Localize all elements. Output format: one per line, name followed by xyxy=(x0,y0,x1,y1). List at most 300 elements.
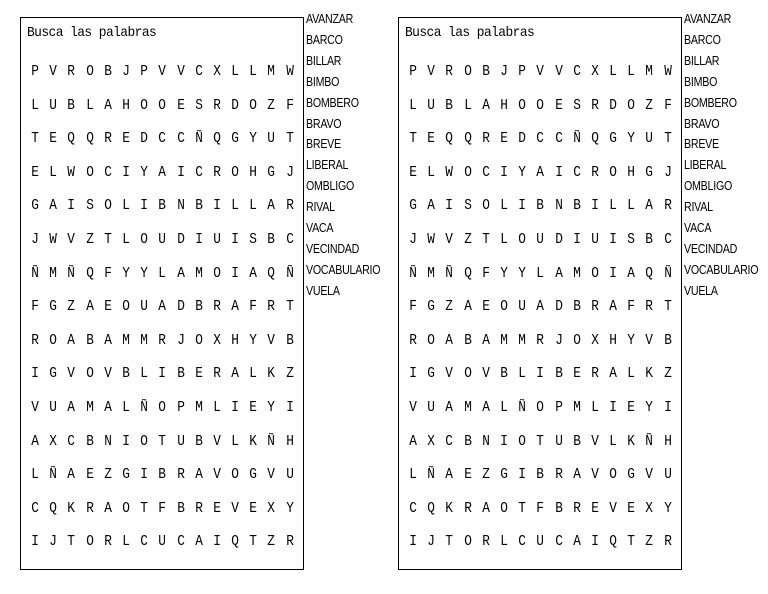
grid-letter: C xyxy=(31,499,39,517)
word-list-item: RIVAL xyxy=(306,199,335,215)
grid-letter: I xyxy=(285,398,294,416)
grid-letter: Q xyxy=(427,499,436,517)
grid-letter: H xyxy=(122,96,130,114)
grid-letter: F xyxy=(409,298,417,316)
grid-letter: I xyxy=(609,230,617,248)
grid-letter: L xyxy=(627,63,636,80)
grid-letter: L xyxy=(122,197,130,215)
grid-letter: R xyxy=(194,499,203,517)
grid-letter: J xyxy=(663,163,672,181)
grid-letter: X xyxy=(213,63,221,80)
grid-letter: M xyxy=(267,63,276,80)
word-list-item: BRAVO xyxy=(306,115,342,131)
grid-letter: A xyxy=(85,298,94,316)
grid-letter: L xyxy=(609,197,617,215)
grid-letter: A xyxy=(482,96,490,114)
grid-letter: B xyxy=(663,331,672,349)
word-list-item: RIVAL xyxy=(684,199,713,215)
grid-letter: L xyxy=(500,398,508,416)
grid-letter: B xyxy=(194,432,203,450)
grid-letter: O xyxy=(49,331,58,349)
grid-letter: I xyxy=(231,398,239,416)
grid-letter: D xyxy=(554,230,563,248)
grid-letter: Y xyxy=(518,264,527,282)
grid-letter: C xyxy=(176,533,185,551)
grid-letter: Y xyxy=(500,264,508,282)
grid-letter: A xyxy=(409,432,417,450)
grid-letter: B xyxy=(85,331,94,349)
grid-letter: I xyxy=(500,163,508,181)
grid-letter: R xyxy=(591,365,599,383)
grid-letter: G xyxy=(645,163,654,181)
grid-letter: T xyxy=(249,533,258,551)
grid-letter: B xyxy=(122,365,130,383)
grid-letter: U xyxy=(663,466,672,484)
grid-letter: C xyxy=(104,163,112,181)
grid-letter: T xyxy=(285,298,294,316)
grid-letter: Z xyxy=(463,230,472,248)
grid-letter: Q xyxy=(463,264,472,282)
grid-letter: A xyxy=(445,398,454,416)
grid-letter: Q xyxy=(609,533,617,551)
grid-letter: E xyxy=(554,96,563,114)
grid-letter: W xyxy=(49,230,58,248)
grid-letter: P xyxy=(409,63,417,80)
grid-letter: Ñ xyxy=(518,398,527,416)
word-list-item: VECINDAD xyxy=(684,240,738,256)
grid-letter: I xyxy=(609,264,617,282)
grid-letter: B xyxy=(463,331,472,349)
grid-letter: A xyxy=(482,398,490,416)
grid-letter: F xyxy=(627,298,636,316)
grid-letter: J xyxy=(427,533,436,551)
grid-letter: L xyxy=(249,365,258,383)
grid-letter: C xyxy=(663,230,672,248)
grid-letter: Ñ xyxy=(427,466,436,484)
grid-letter: Ñ xyxy=(67,264,76,282)
grid-letter: R xyxy=(554,466,563,484)
word-list-item: LIBERAL xyxy=(684,157,727,173)
grid-letter: K xyxy=(249,432,258,450)
grid-letter: E xyxy=(249,398,258,416)
grid-letter: Y xyxy=(249,331,258,349)
grid-letter: C xyxy=(67,432,76,450)
grid-letter: Ñ xyxy=(285,264,294,282)
grid-letter: G xyxy=(500,466,508,484)
grid-letter: T xyxy=(104,230,112,248)
grid-letter: E xyxy=(49,130,58,148)
word-list xyxy=(306,9,380,302)
grid-letter: B xyxy=(194,298,203,316)
grid-letter: V xyxy=(554,63,563,80)
grid-letter: B xyxy=(445,96,454,114)
grid-letter: M xyxy=(122,331,130,349)
grid-letter: U xyxy=(645,130,654,148)
grid-letter: Y xyxy=(267,398,276,416)
grid-letter: X xyxy=(645,499,654,517)
grid-letter: I xyxy=(518,197,527,215)
grid-letter: Y xyxy=(627,331,636,349)
grid-letter: Z xyxy=(645,96,654,114)
grid-letter: H xyxy=(249,163,258,181)
grid-letter: G xyxy=(122,466,130,484)
grid-letter: R xyxy=(158,331,167,349)
word-list-item: BIMBO xyxy=(306,73,340,89)
grid-letter: I xyxy=(518,466,527,484)
grid-letter: L xyxy=(409,466,417,484)
grid-letter: G xyxy=(409,197,417,215)
grid-letter: Q xyxy=(85,130,94,148)
grid-letter: M xyxy=(85,398,94,416)
grid-letter: U xyxy=(176,432,185,450)
grid-letter: A xyxy=(463,298,472,316)
grid-letter: A xyxy=(67,398,76,416)
grid-letter: H xyxy=(231,331,239,349)
grid-letter: U xyxy=(158,533,167,551)
grid-letter: L xyxy=(122,533,130,551)
grid-letter: I xyxy=(31,365,39,383)
grid-letter: E xyxy=(176,96,185,114)
grid-letter: B xyxy=(572,298,581,316)
grid-letter: E xyxy=(482,298,490,316)
grid-letter: M xyxy=(518,331,527,349)
grid-letter: F xyxy=(536,499,545,517)
grid-letter: Ñ xyxy=(267,432,276,450)
grid-letter: P xyxy=(31,63,39,80)
grid-letter: L xyxy=(500,197,508,215)
grid-letter: V xyxy=(231,499,239,517)
grid-letter: S xyxy=(249,230,258,248)
grid-letter: B xyxy=(572,432,581,450)
grid-letter: D xyxy=(231,96,239,114)
grid-letter: R xyxy=(31,331,39,349)
grid-letter: D xyxy=(609,96,617,114)
grid-letter: W xyxy=(663,63,672,80)
grid-letter: Ñ xyxy=(31,264,39,282)
grid-letter: V xyxy=(427,63,436,80)
grid-letter: I xyxy=(231,264,239,282)
grid-letter: M xyxy=(194,398,203,416)
grid-letter: Z xyxy=(645,533,654,551)
grid-letter: C xyxy=(409,499,417,517)
letter-grid xyxy=(26,55,299,559)
grid-letter: C xyxy=(572,163,581,181)
grid-letter: J xyxy=(285,163,294,181)
grid-letter: R xyxy=(409,331,417,349)
grid-letter: V xyxy=(445,230,454,248)
grid-letter: I xyxy=(445,197,454,215)
grid-letter: J xyxy=(176,331,185,349)
grid-letter: R xyxy=(482,533,490,551)
word-list-item: BRAVO xyxy=(684,115,720,131)
grid-letter: L xyxy=(85,96,94,114)
grid-letter: U xyxy=(591,230,599,248)
grid-letter: T xyxy=(67,533,76,551)
grid-letter: L xyxy=(627,365,636,383)
grid-letter: A xyxy=(104,331,112,349)
word-list-item: VOCABULARIO xyxy=(306,261,381,277)
letter-grid xyxy=(404,55,677,559)
word-list-item: VECINDAD xyxy=(306,240,360,256)
word-list-item: VUELA xyxy=(684,282,718,298)
grid-letter: L xyxy=(427,163,436,181)
grid-letter: T xyxy=(445,533,454,551)
grid-letter: O xyxy=(85,533,94,551)
grid-letter: L xyxy=(591,398,599,416)
grid-letter: O xyxy=(536,398,545,416)
grid-letter: O xyxy=(231,163,239,181)
grid-letter: O xyxy=(140,432,149,450)
grid-letter: B xyxy=(176,365,185,383)
word-list-item: BILLAR xyxy=(306,52,342,68)
grid-letter: I xyxy=(67,197,76,215)
puzzle-title: Busca las palabras xyxy=(405,25,535,41)
grid-letter: Z xyxy=(663,365,672,383)
grid-letter: F xyxy=(482,264,490,282)
grid-letter: O xyxy=(500,298,508,316)
grid-letter: E xyxy=(249,499,258,517)
grid-letter: I xyxy=(158,365,167,383)
grid-letter: O xyxy=(231,466,239,484)
grid-letter: G xyxy=(267,163,276,181)
grid-letter: L xyxy=(31,466,39,484)
grid-letter: O xyxy=(140,96,149,114)
grid-letter: E xyxy=(122,130,130,148)
grid-letter: B xyxy=(463,432,472,450)
grid-letter: I xyxy=(609,398,617,416)
grid-letter: B xyxy=(267,230,276,248)
grid-letter: B xyxy=(554,499,563,517)
grid-letter: O xyxy=(536,96,545,114)
grid-letter: B xyxy=(536,197,545,215)
grid-letter: C xyxy=(445,432,454,450)
grid-letter: R xyxy=(663,533,672,551)
grid-letter: I xyxy=(31,533,39,551)
grid-letter: F xyxy=(158,499,167,517)
word-list-item: AVANZAR xyxy=(306,11,354,26)
grid-letter: R xyxy=(85,499,94,517)
grid-letter: R xyxy=(536,331,545,349)
grid-letter: L xyxy=(249,63,258,80)
grid-letter: J xyxy=(49,533,58,551)
word-list-item: OMBLIGO xyxy=(684,178,733,194)
grid-letter: A xyxy=(104,398,112,416)
grid-letter: T xyxy=(627,533,636,551)
grid-letter: J xyxy=(409,230,417,248)
grid-letter: X xyxy=(591,63,599,80)
grid-letter: R xyxy=(267,298,276,316)
grid-letter: M xyxy=(572,264,581,282)
grid-letter: W xyxy=(285,63,294,80)
puzzle-frame xyxy=(398,17,682,570)
grid-letter: B xyxy=(285,331,294,349)
grid-letter: V xyxy=(104,365,112,383)
grid-letter: A xyxy=(158,163,167,181)
grid-letter: U xyxy=(49,398,58,416)
grid-letter: O xyxy=(591,264,599,282)
grid-letter: I xyxy=(194,230,203,248)
grid-letter: N xyxy=(554,197,563,215)
grid-letter: Q xyxy=(213,130,221,148)
grid-letter: I xyxy=(536,365,545,383)
grid-letter: J xyxy=(500,63,508,80)
grid-letter: M xyxy=(194,264,203,282)
grid-letter: M xyxy=(140,331,149,349)
grid-letter: L xyxy=(231,63,239,80)
grid-letter: O xyxy=(85,63,94,80)
grid-letter: S xyxy=(194,96,203,114)
grid-letter: L xyxy=(231,432,239,450)
grid-letter: R xyxy=(285,533,294,551)
grid-letter: Ñ xyxy=(663,264,672,282)
grid-letter: C xyxy=(176,130,185,148)
grid-letter: S xyxy=(627,230,636,248)
grid-letter: V xyxy=(213,466,221,484)
grid-letter: A xyxy=(609,298,617,316)
grid-letter: I xyxy=(409,533,417,551)
grid-letter: I xyxy=(500,432,508,450)
grid-letter: A xyxy=(31,432,39,450)
grid-letter: I xyxy=(231,230,239,248)
grid-letter: P xyxy=(554,398,563,416)
grid-letter: B xyxy=(482,63,490,80)
grid-letter: O xyxy=(427,331,436,349)
grid-letter: T xyxy=(518,499,527,517)
grid-letter: G xyxy=(31,197,39,215)
grid-letter: O xyxy=(518,230,527,248)
grid-letter: J xyxy=(31,230,39,248)
grid-letter: B xyxy=(645,230,654,248)
grid-letter: X xyxy=(213,331,221,349)
grid-letter: D xyxy=(176,298,185,316)
grid-letter: R xyxy=(176,466,185,484)
word-list-item: VOCABULARIO xyxy=(684,261,759,277)
grid-letter: K xyxy=(267,365,276,383)
grid-letter: A xyxy=(104,96,112,114)
grid-letter: V xyxy=(176,63,185,80)
grid-letter: C xyxy=(536,130,545,148)
grid-letter: C xyxy=(518,533,527,551)
grid-letter: A xyxy=(427,197,436,215)
grid-letter: B xyxy=(158,197,167,215)
grid-letter: R xyxy=(572,499,581,517)
grid-letter: P xyxy=(140,63,149,80)
grid-letter: Y xyxy=(140,163,149,181)
grid-letter: O xyxy=(122,298,130,316)
grid-letter: O xyxy=(518,96,527,114)
grid-letter: V xyxy=(158,63,167,80)
grid-letter: O xyxy=(482,197,490,215)
word-list-item: VACA xyxy=(306,220,334,236)
grid-letter: K xyxy=(67,499,76,517)
grid-letter: G xyxy=(427,365,436,383)
grid-letter: O xyxy=(140,230,149,248)
grid-letter: O xyxy=(609,163,617,181)
grid-letter: G xyxy=(49,298,58,316)
word-list-item: OMBLIGO xyxy=(306,178,355,194)
grid-letter: V xyxy=(591,432,599,450)
grid-letter: U xyxy=(554,432,563,450)
grid-letter: T xyxy=(158,432,167,450)
grid-letter: Q xyxy=(231,533,239,551)
grid-letter: O xyxy=(463,533,472,551)
grid-letter: Z xyxy=(267,96,276,114)
grid-letter: R xyxy=(104,130,112,148)
grid-letter: V xyxy=(213,432,221,450)
grid-letter: X xyxy=(591,331,599,349)
grid-letter: A xyxy=(482,499,490,517)
grid-letter: O xyxy=(500,499,508,517)
grid-letter: V xyxy=(31,398,39,416)
word-list-item: BOMBERO xyxy=(684,94,737,110)
grid-letter: M xyxy=(427,264,436,282)
word-list-item: AVANZAR xyxy=(684,11,732,26)
grid-letter: R xyxy=(591,96,599,114)
grid-letter: O xyxy=(463,365,472,383)
grid-letter: O xyxy=(158,398,167,416)
grid-letter: A xyxy=(572,466,581,484)
grid-letter: J xyxy=(122,63,130,80)
grid-letter: H xyxy=(627,163,636,181)
grid-letter: Ñ xyxy=(49,466,58,484)
grid-letter: Y xyxy=(627,130,636,148)
grid-letter: K xyxy=(445,499,454,517)
grid-letter: T xyxy=(140,499,149,517)
grid-letter: O xyxy=(104,197,112,215)
grid-letter: L xyxy=(31,96,39,114)
grid-letter: U xyxy=(140,298,149,316)
grid-letter: C xyxy=(554,130,563,148)
grid-letter: E xyxy=(85,466,94,484)
word-list-item: BOMBERO xyxy=(306,94,359,110)
grid-letter: N xyxy=(104,432,112,450)
grid-letter: O xyxy=(572,331,581,349)
grid-letter: R xyxy=(285,197,294,215)
grid-letter: L xyxy=(500,230,508,248)
grid-letter: R xyxy=(463,499,472,517)
grid-letter: A xyxy=(104,499,112,517)
grid-letter: R xyxy=(591,298,599,316)
grid-letter: Q xyxy=(645,264,654,282)
grid-letter: G xyxy=(231,130,239,148)
grid-letter: X xyxy=(427,432,436,450)
grid-letter: L xyxy=(231,197,239,215)
grid-letter: A xyxy=(482,331,490,349)
word-list-item: BIMBO xyxy=(684,73,718,89)
grid-letter: F xyxy=(104,264,112,282)
grid-letter: A xyxy=(609,365,617,383)
grid-letter: Z xyxy=(104,466,112,484)
grid-letter: A xyxy=(49,197,58,215)
grid-letter: Q xyxy=(67,130,76,148)
grid-letter: B xyxy=(536,466,545,484)
grid-letter: F xyxy=(249,298,258,316)
grid-letter: A xyxy=(267,197,276,215)
grid-letter: R xyxy=(482,130,490,148)
grid-letter: E xyxy=(104,298,112,316)
grid-letter: R xyxy=(445,63,454,80)
grid-letter: E xyxy=(572,365,581,383)
grid-letter: Y xyxy=(140,264,149,282)
grid-letter: A xyxy=(536,163,545,181)
grid-letter: L xyxy=(49,163,58,181)
grid-letter: I xyxy=(140,197,149,215)
grid-letter: Y xyxy=(285,499,294,517)
grid-letter: L xyxy=(213,398,221,416)
grid-letter: V xyxy=(67,230,76,248)
grid-letter: L xyxy=(627,197,636,215)
grid-letter: I xyxy=(591,533,599,551)
